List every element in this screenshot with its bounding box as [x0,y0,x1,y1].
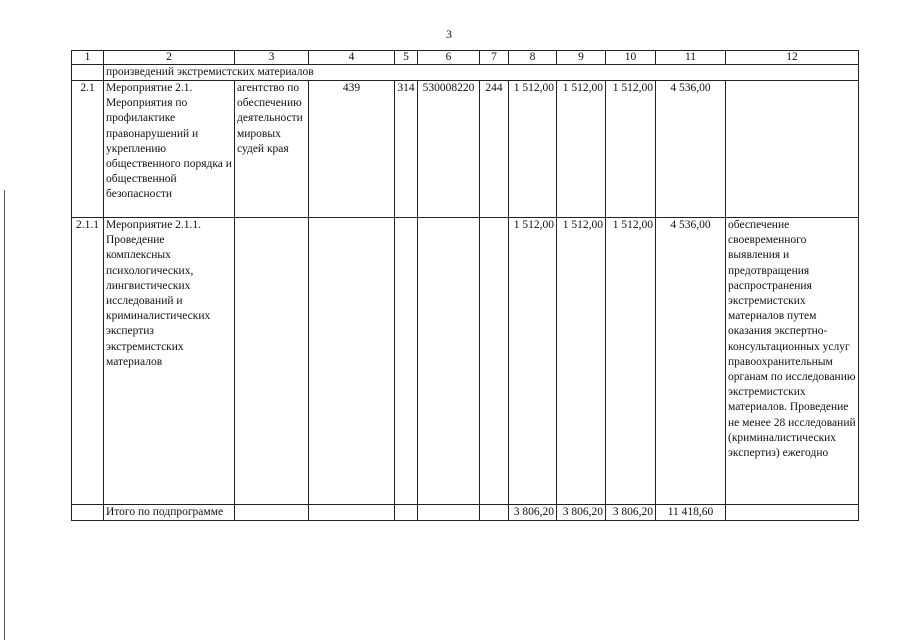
total-empty-col6 [418,505,480,521]
total-col8: 3 806,20 [509,505,557,521]
total-num-cell [72,505,104,521]
code-col4: 439 [309,81,395,218]
total-empty-col5 [395,505,418,521]
subprogram-total-row [72,505,859,521]
total-empty-col3 [235,505,309,521]
amount-col9: 1 512,00 [557,218,606,505]
header-cell-6: 6 [418,51,480,65]
header-cell-2: 2 [104,51,235,65]
amount-col10: 1 512,00 [606,81,656,218]
continuation-row [72,65,859,81]
expected-result: обеспечение своевременного выявления и предотвращения распространения экстремистских материалов путем оказания экспертно-консультационных услуг правоохранительным органам по исследованию экстремистских материалов. Проведение не менее 28 исследований (криминалистических экспертиз) ежегодно [726,218,859,505]
amount-col9: 1 512,00 [557,81,606,218]
header-cell-5: 5 [395,51,418,65]
code-col6: 530008220 [418,81,480,218]
header-cell-1: 1 [72,51,104,65]
header-cell-8: 8 [509,51,557,65]
activity-name: Мероприятие 2.1.1. Проведение комплексных психологических, лингвистических исследований и криминалистических экспертиз экстремистских материалов [104,218,235,505]
column-number-row [72,51,859,65]
header-cell-9: 9 [557,51,606,65]
total-empty-col4 [309,505,395,521]
total-col11: 11 418,60 [656,505,726,521]
table-row [72,81,859,218]
header-cell-7: 7 [480,51,509,65]
amount-col8: 1 512,00 [509,81,557,218]
code-col5 [395,218,418,505]
code-col4 [309,218,395,505]
total-label: Итого по подпрограмме [104,505,235,521]
header-cell-3: 3 [235,51,309,65]
program-activities-table [71,50,859,521]
executor-name [235,218,309,505]
expected-result [726,81,859,218]
total-empty-col7 [480,505,509,521]
row-number: 2.1.1 [72,218,104,505]
header-cell-11: 11 [656,51,726,65]
continuation-num-cell [72,65,104,81]
code-col7: 244 [480,81,509,218]
amount-total-col11: 4 536,00 [656,218,726,505]
continuation-text: произведений экстремистских материалов [104,65,859,81]
row-number: 2.1 [72,81,104,218]
scan-edge-line [4,190,5,640]
amount-col8: 1 512,00 [509,218,557,505]
code-col7 [480,218,509,505]
total-col9: 3 806,20 [557,505,606,521]
table-row [72,218,859,505]
page-number: 3 [446,27,452,41]
total-empty-col12 [726,505,859,521]
executor-name: агентство по обеспечению деятельности мировых судей края [235,81,309,218]
total-col10: 3 806,20 [606,505,656,521]
code-col6 [418,218,480,505]
amount-total-col11: 4 536,00 [656,81,726,218]
amount-col10: 1 512,00 [606,218,656,505]
activity-name: Мероприятие 2.1. Мероприятия по профилактике правонарушений и укреплению общественного порядка и общественной безопасности [104,81,235,218]
header-cell-12: 12 [726,51,859,65]
code-col5: 314 [395,81,418,218]
header-cell-10: 10 [606,51,656,65]
header-cell-4: 4 [309,51,395,65]
